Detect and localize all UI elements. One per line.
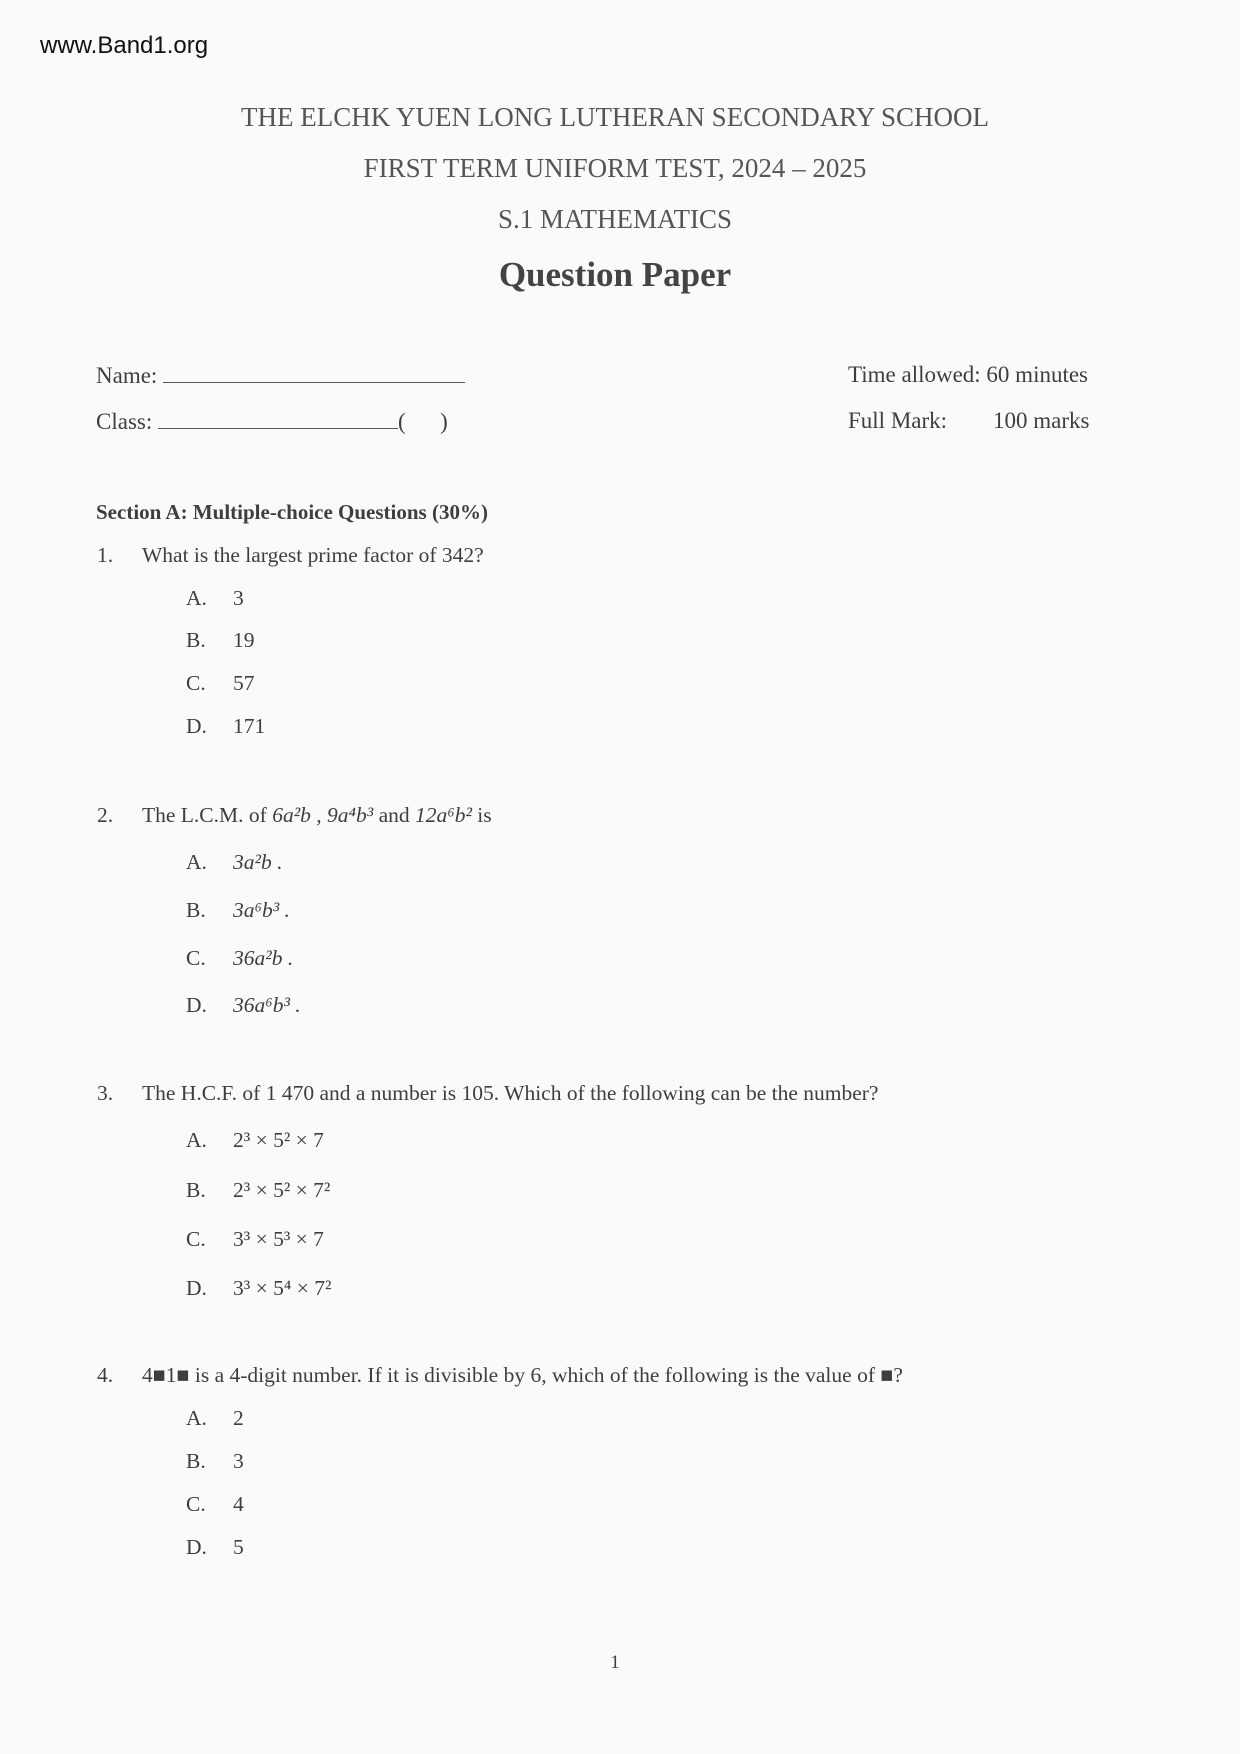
option-label: A. — [186, 1128, 207, 1152]
question-number: 4. — [97, 1363, 114, 1387]
option-value: 3³ × 5³ × 7 — [233, 1227, 324, 1251]
option-value: 171 — [233, 714, 266, 738]
section-heading: Section A: Multiple-choice Questions (30%) — [96, 500, 488, 524]
school-name: THE ELCHK YUEN LONG LUTHERAN SECONDARY SCHOOL — [241, 102, 989, 132]
class-blank[interactable] — [158, 408, 398, 429]
name-field[interactable] — [96, 362, 465, 389]
text: is — [477, 803, 492, 827]
full-mark-label: Full Mark: — [848, 408, 948, 433]
exam-title: FIRST TERM UNIFORM TEST, 2024 – 2025 — [363, 153, 867, 183]
class-label: Class: — [96, 409, 153, 434]
question-text: The H.C.F. of 1 470 and a number is 105. Which of the following can be the number? — [142, 1081, 879, 1105]
option-value: 36a²b . — [233, 946, 294, 970]
question-text: 4■1■ is a 4-digit number. If it is divisible by 6, which of the following is the value of ■? — [142, 1363, 903, 1387]
option-label: C. — [186, 671, 206, 695]
option-label: B. — [186, 1178, 206, 1202]
option-label: A. — [186, 586, 207, 610]
option-label: D. — [186, 714, 207, 738]
question-number: 2. — [97, 803, 114, 827]
math-term: 6a²b , — [272, 803, 322, 827]
math-term: 9a⁴b³ — [327, 803, 374, 827]
question-text: What is the largest prime factor of 342? — [142, 543, 484, 567]
option-value: 2 — [233, 1406, 244, 1430]
class-number-paren: ( ) — [397, 409, 448, 434]
question-number: 1. — [97, 543, 114, 567]
math-term: 12a⁶b² — [414, 803, 472, 827]
option-label: D. — [186, 1535, 207, 1559]
full-mark-value: 100 marks — [993, 408, 1090, 433]
question-number: 3. — [97, 1081, 114, 1105]
subject-title: S.1 MATHEMATICS — [497, 204, 733, 234]
name-blank[interactable] — [163, 362, 465, 383]
option-label: B. — [186, 898, 206, 922]
option-label: D. — [186, 1276, 207, 1300]
watermark: www.Band1.org — [40, 32, 209, 59]
option-value: 3a²b . — [233, 850, 283, 874]
option-value: 5 — [233, 1535, 244, 1559]
option-value: 4 — [233, 1492, 244, 1516]
option-value: 3 — [233, 586, 244, 610]
option-value: 3a⁶b³ . — [233, 898, 290, 922]
option-value: 2³ × 5² × 7 — [233, 1128, 324, 1152]
option-label: C. — [186, 1227, 206, 1251]
page-number: 1 — [610, 1652, 620, 1673]
option-value: 3 — [233, 1449, 244, 1473]
question-text — [142, 803, 492, 828]
text: The L.C.M. of — [142, 803, 267, 827]
option-value: 57 — [233, 671, 255, 695]
option-label: C. — [186, 1492, 206, 1516]
option-label: A. — [186, 1406, 207, 1430]
time-allowed: Time allowed: 60 minutes — [848, 362, 1089, 387]
name-label: Name: — [96, 363, 158, 388]
option-label: B. — [186, 628, 206, 652]
text: and — [378, 803, 410, 827]
page-title: Question Paper — [498, 255, 732, 294]
option-label: D. — [186, 993, 207, 1017]
class-field[interactable] — [96, 408, 448, 435]
option-value: 2³ × 5² × 7² — [233, 1178, 331, 1202]
option-value: 36a⁶b³ . — [233, 993, 301, 1017]
option-value: 3³ × 5⁴ × 7² — [233, 1276, 332, 1300]
option-value: 19 — [233, 628, 255, 652]
option-label: B. — [186, 1449, 206, 1473]
option-label: A. — [186, 850, 207, 874]
option-label: C. — [186, 946, 206, 970]
